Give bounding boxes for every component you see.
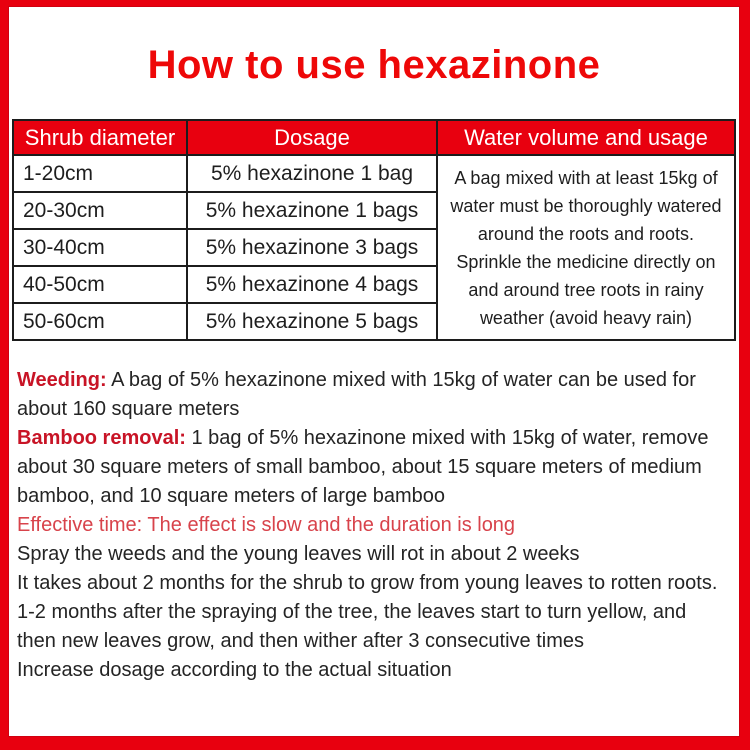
note-yellowing: 1-2 months after the spraying of the tree, the leaves start to turn yellow, and then new leaves grow, and then wither after 3 consecutive times <box>17 601 687 652</box>
note-text: A bag of 5% hexazinone mixed with 15kg of water can be used for about 160 square meters <box>17 369 696 420</box>
cell-diameter: 50-60cm <box>13 303 187 340</box>
note-effective-time: Effective time: The effect is slow and the duration is long <box>17 514 516 536</box>
header-dosage: Dosage <box>187 120 437 155</box>
usage-table <box>12 119 736 341</box>
cell-dosage: 5% hexazinone 1 bags <box>187 192 437 229</box>
note-text: 1 bag of 5% hexazinone mixed with 15kg of water, remove about 30 square meters of small bamboo, about 15 square meters of medium bamboo, and 10 square meters of large bamboo <box>17 427 709 507</box>
cell-diameter: 40-50cm <box>13 266 187 303</box>
cell-dosage: 5% hexazinone 3 bags <box>187 229 437 266</box>
note-spray: Spray the weeds and the young leaves will rot in about 2 weeks <box>17 543 580 565</box>
table-row <box>13 155 735 192</box>
cell-dosage: 5% hexazinone 5 bags <box>187 303 437 340</box>
content-panel <box>8 6 740 737</box>
note-label: Bamboo removal: <box>17 427 186 449</box>
note-label: Weeding: <box>17 369 107 391</box>
page-title: How to use hexazinone <box>147 43 601 87</box>
note-increase-dosage: Increase dosage according to the actual situation <box>17 659 452 681</box>
cell-dosage: 5% hexazinone 1 bag <box>187 155 437 192</box>
cell-diameter: 20-30cm <box>13 192 187 229</box>
note-bamboo-removal <box>17 424 726 511</box>
cell-diameter: 1-20cm <box>13 155 187 192</box>
water-note-cell: A bag mixed with at least 15kg of water must be thoroughly watered around the roots and roots. Sprinkle the medicine directly on and around tree roots in rainy weather (avoid heavy rain) <box>437 155 735 340</box>
note-two-months: It takes about 2 months for the shrub to grow from young leaves to rotten roots. <box>17 572 718 594</box>
cell-diameter: 30-40cm <box>13 229 187 266</box>
notes-section <box>17 366 726 685</box>
cell-dosage: 5% hexazinone 4 bags <box>187 266 437 303</box>
header-shrub-diameter: Shrub diameter <box>13 120 187 155</box>
table-header-row <box>13 120 735 155</box>
note-weeding <box>17 366 726 424</box>
header-water-volume: Water volume and usage <box>437 120 735 155</box>
